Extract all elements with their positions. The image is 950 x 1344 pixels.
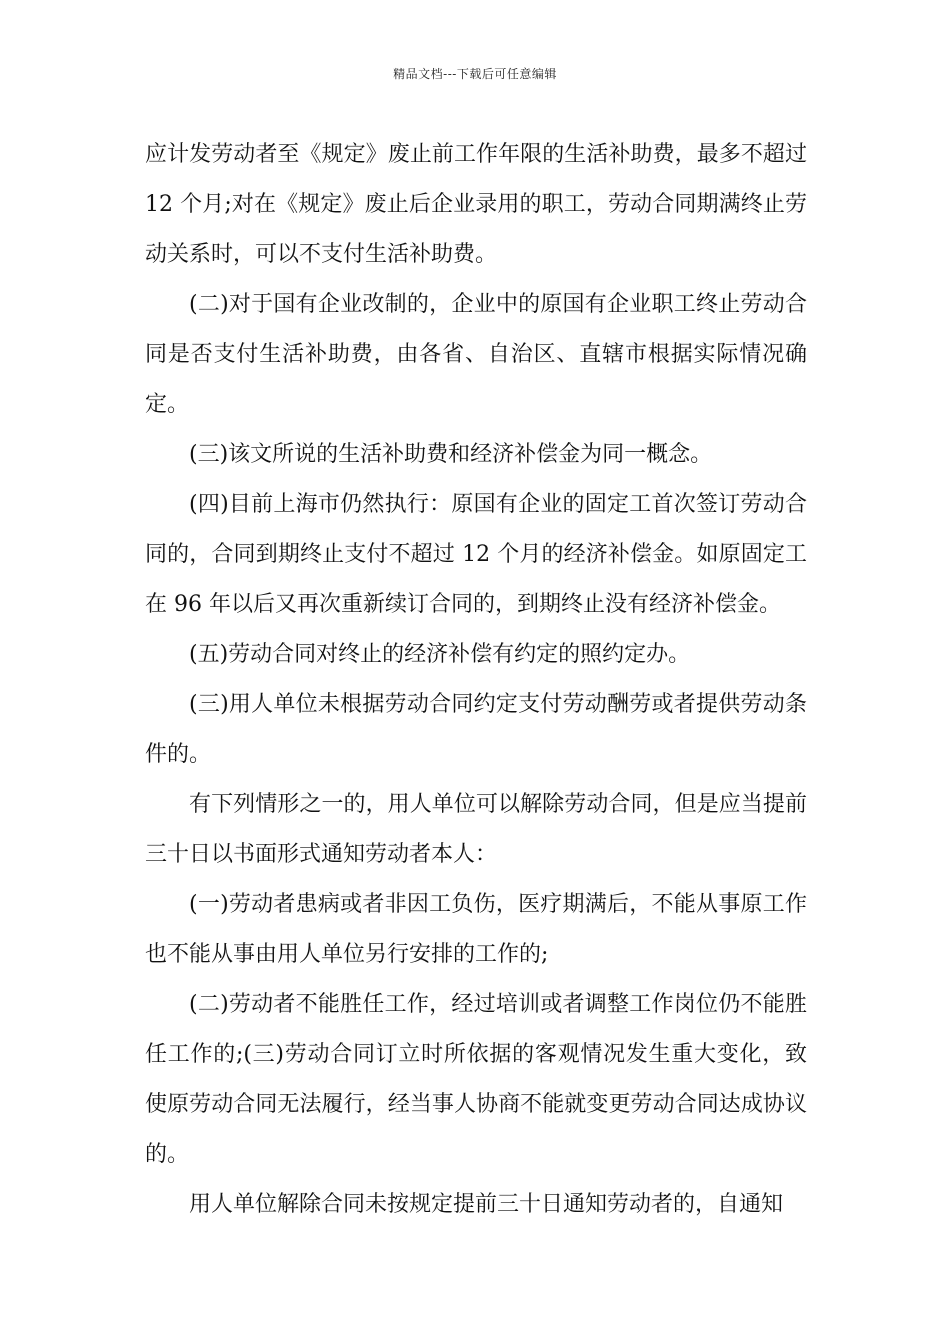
paragraph-10: 用人单位解除合同未按规定提前三十日通知劳动者的，自通知	[189, 1192, 784, 1217]
paragraph-2: (二)对于国有企业改制的，企业中的原国有企业职工终止劳动合同是否支付生活补助费，由各省、自治区、直辖市根据实际情况确定。	[145, 292, 807, 417]
paragraph-6: (三)用人单位未根据劳动合同约定支付劳动酬劳或者提供劳动条件的。	[145, 692, 807, 767]
paragraph-5: (五)劳动合同对终止的经济补偿有约定的照约定办。	[189, 642, 691, 667]
paragraph-7: 有下列情形之一的，用人单位可以解除劳动合同，但是应当提前三十日以书面形式通知劳动者本人：	[145, 792, 807, 867]
paragraph-3: (三)该文所说的生活补助费和经济补偿金为同一概念。	[189, 442, 713, 467]
page-header: 精品文档---下载后可任意编辑	[393, 67, 557, 81]
paragraph-4: (四)目前上海市仍然执行：原国有企业的固定工首次签订劳动合同的，合同到期终止支付不超过 12 个月的经济补偿金。如原固定工在 96 年以后又再次重新续订合同的，到期终止没有经济补偿金。	[145, 492, 807, 617]
paragraph-8: (一)劳动者患病或者非因工负伤，医疗期满后，不能从事原工作也不能从事由用人单位另行安排的工作的;	[145, 892, 807, 967]
document-body	[145, 130, 807, 1230]
paragraph-9: (二)劳动者不能胜任工作，经过培训或者调整工作岗位仍不能胜任工作的;(三)劳动合同订立时所依据的客观情况发生重大变化，致使原劳动合同无法履行，经当事人协商不能就变更劳动合同达成协议的。	[145, 992, 807, 1167]
paragraph-1: 应计发劳动者至《规定》废止前工作年限的生活补助费，最多不超过 12 个月;对在《规定》废止后企业录用的职工，劳动合同期满终止劳动关系时，可以不支付生活补助费。	[145, 142, 807, 267]
